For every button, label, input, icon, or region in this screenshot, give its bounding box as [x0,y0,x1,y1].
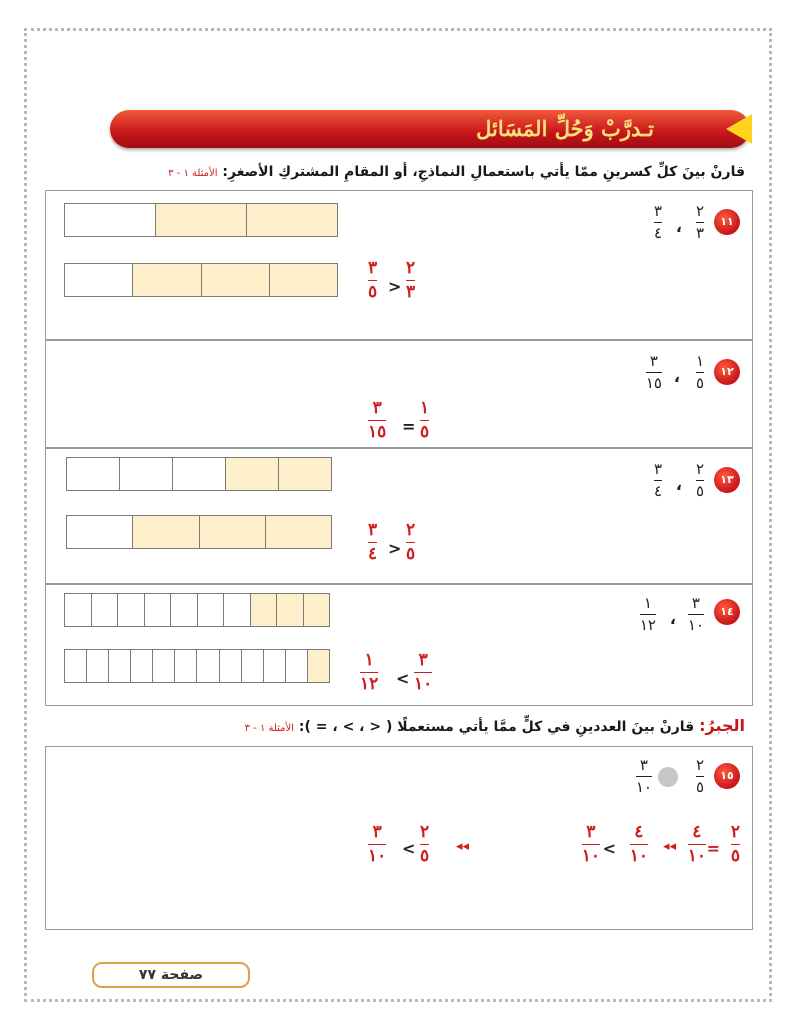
numerator: ٢ [730,822,740,842]
denominator: ٤ [368,543,378,564]
denominator: ٤ [653,223,662,242]
denominator: ٥ [730,845,740,866]
numerator: ٣ [691,594,700,612]
fraction-b [654,461,662,499]
comparison-blank-circle[interactable] [658,767,678,787]
step1-right-fraction [688,823,706,865]
numerator: ٢ [420,822,430,842]
problem-number-badge: ١١ [714,209,740,235]
numerator: ٣ [372,822,382,842]
answer-right-fraction [420,399,429,441]
fraction-model-bar-2 [66,515,332,549]
banner-arrow-icon [726,114,752,144]
denominator: ١٠ [635,777,652,796]
numerator: ٣ [586,822,596,842]
numerator: ٤ [634,822,644,842]
step1-operator: = [706,839,720,858]
instruction-1 [168,164,745,180]
instruction-1-ref: الأمثلة ١ - ٣ [168,168,218,179]
fraction-model-bar-1 [66,457,332,491]
numerator: ٣ [653,202,662,220]
problem-15 [45,746,753,930]
answer-right-fraction [406,521,415,563]
denominator: ١٥ [368,421,387,442]
problem-number-badge: ١٥ [714,763,740,789]
arrow-icon: ◂◂ [456,839,470,854]
numerator: ١ [364,650,374,670]
fraction-a [696,461,704,499]
separator: ، [669,609,676,628]
comparison-operator: < [396,669,410,688]
denominator: ١٢ [360,673,379,694]
denominator: ١٢ [639,615,656,634]
answer-left-fraction [360,651,378,693]
problem-number-badge: ١٣ [714,467,740,493]
fraction-a [688,595,704,633]
arrow-icon: ◂◂ [662,839,676,854]
numerator: ٢ [695,202,704,220]
denominator: ٥ [695,777,704,796]
numerator: ٣ [653,460,662,478]
denominator: ١٠ [629,845,648,866]
denominator: ١٠ [687,845,706,866]
fraction-b [640,595,656,633]
numerator: ٣ [372,398,382,418]
fraction-a [696,757,704,795]
section-title: تـدرَّبْ وَحُلِّ المَسَائل [476,116,654,141]
answer-left-fraction [368,521,377,563]
fraction-a [696,353,704,391]
denominator: ٥ [368,281,378,302]
denominator: ١٠ [414,673,433,694]
denominator: ٥ [695,481,704,500]
separator: ، [675,475,682,494]
fraction-model-bar-2 [64,649,330,683]
problem-13 [45,448,753,584]
instruction-2-lead: الجبرُ: [699,716,745,735]
numerator: ٣ [649,352,658,370]
numerator: ١ [420,398,430,418]
denominator: ٥ [406,543,416,564]
numerator: ١ [643,594,652,612]
problem-number-badge: ١٤ [714,599,740,625]
step2-operator: < [602,839,616,858]
answer-left-fraction [368,259,377,301]
numerator: ٣ [368,258,378,278]
instruction-1-text: قارنْ بينَ كلِّ كسرينِ ممّا يأتي باستعمالِ النماذجِ، أو المقامِ المشتركِ الأصغرِ: [222,164,745,180]
numerator: ٣ [639,756,648,774]
answer-right-fraction [414,651,432,693]
denominator: ١٠ [581,845,600,866]
instruction-2-text: قارنْ بينَ العددينِ في كلٍّ ممَّا يأتي مستعملًا ( < ، > ، = ): [298,719,695,735]
section-banner [110,110,750,148]
numerator: ٢ [406,258,416,278]
comparison-operator: > [388,539,402,558]
comparison-operator: = [402,417,416,436]
denominator: ٤ [653,481,662,500]
problem-14 [45,584,753,706]
denominator: ٣ [695,223,704,242]
answer-right-fraction [406,259,415,301]
numerator: ٢ [406,520,416,540]
numerator: ٤ [692,822,702,842]
denominator: ٥ [420,421,430,442]
numerator: ٢ [695,460,704,478]
denominator: ١٠ [368,845,387,866]
numerator: ٣ [418,650,428,670]
separator: ، [675,217,682,236]
instruction-2-ref: الأمثلة ١ - ٣ [244,723,295,734]
page-number-tab: صفحة ٧٧ [92,962,250,988]
numerator: ٣ [368,520,378,540]
problem-12 [45,340,753,448]
step3-left-fraction [420,823,429,865]
denominator: ١٠ [687,615,704,634]
step2-left-fraction [630,823,648,865]
step3-right-fraction [368,823,386,865]
fraction-model-bar-1 [64,593,330,627]
fraction-b [654,203,662,241]
numerator: ٢ [695,756,704,774]
denominator: ٣ [406,281,416,302]
fraction-model-bar-1 [64,203,338,237]
step2-right-fraction [582,823,600,865]
answer-left-fraction [368,399,386,441]
fraction-a [696,203,704,241]
instruction-2 [245,716,745,735]
fraction-model-bar-2 [64,263,338,297]
problem-11 [45,190,753,340]
denominator: ٥ [420,845,430,866]
fraction-b [646,353,662,391]
step1-left-fraction [731,823,740,865]
numerator: ١ [695,352,704,370]
separator: ، [673,367,680,386]
denominator: ٥ [695,373,704,392]
fraction-b [636,757,652,795]
problem-number-badge: ١٢ [714,359,740,385]
denominator: ١٥ [645,373,662,392]
comparison-operator: > [388,277,402,296]
step3-operator: < [402,839,416,858]
